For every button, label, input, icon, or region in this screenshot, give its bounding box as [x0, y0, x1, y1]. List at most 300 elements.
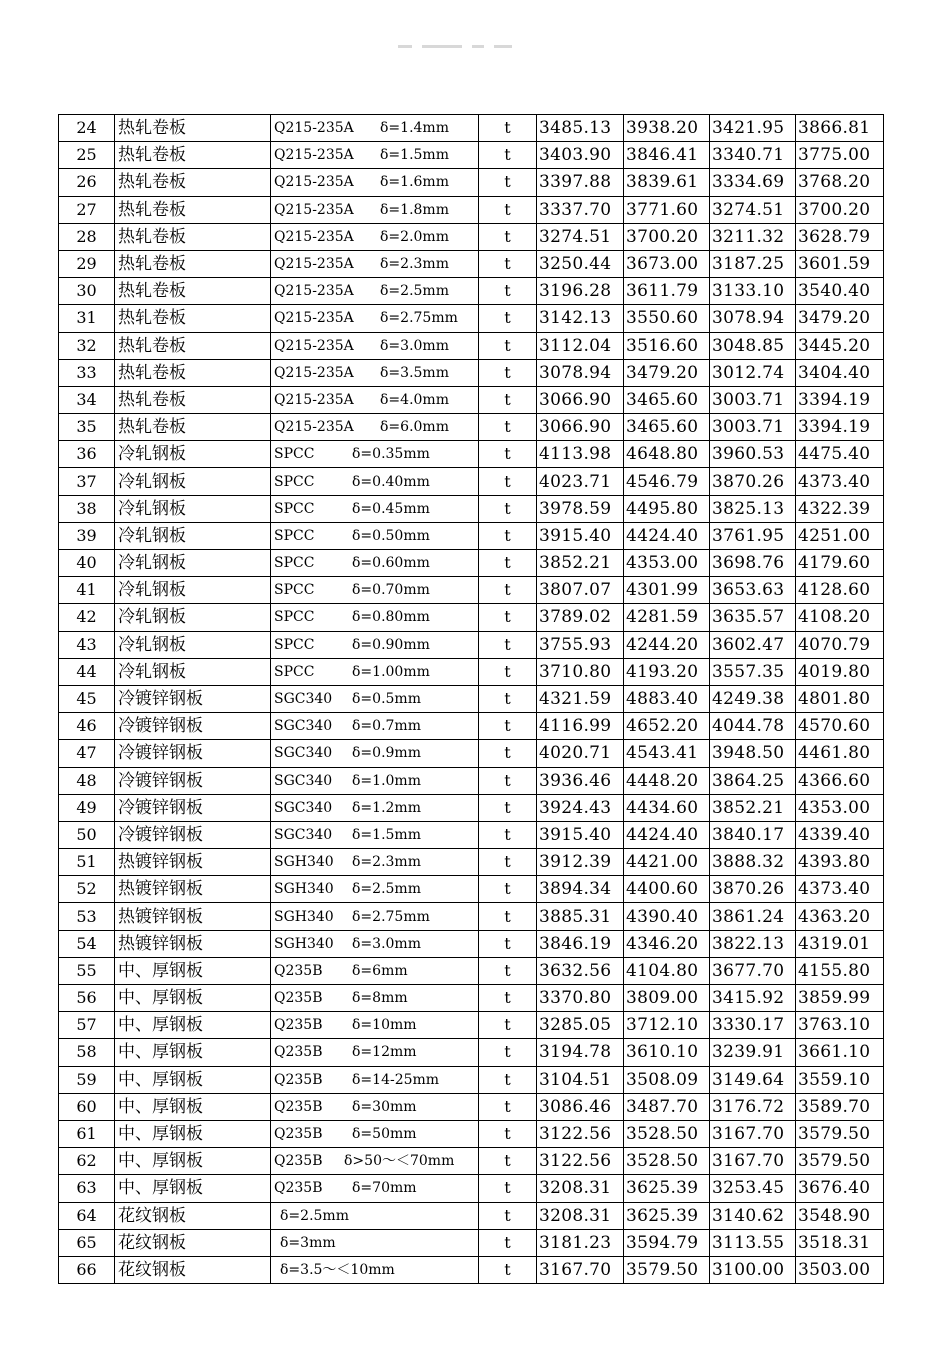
material-name: 冷镀锌钢板 [115, 740, 271, 767]
material-name: 热轧卷板 [115, 278, 271, 305]
material-name: 中、厚钢板 [115, 1066, 271, 1093]
specification [271, 849, 479, 876]
price-1: 4023.71 [537, 468, 624, 495]
price-2: 3673.00 [624, 250, 710, 277]
price-2: 3465.60 [624, 414, 710, 441]
row-number: 33 [59, 359, 115, 386]
row-number: 39 [59, 522, 115, 549]
material-name: 冷轧钢板 [115, 631, 271, 658]
row-number: 56 [59, 985, 115, 1012]
price-1: 3370.80 [537, 985, 624, 1012]
unit: t [479, 414, 537, 441]
price-1: 3196.28 [537, 278, 624, 305]
unit: t [479, 849, 537, 876]
unit: t [479, 115, 537, 142]
unit: t [479, 142, 537, 169]
specification [271, 604, 479, 631]
specification [271, 305, 479, 332]
price-3: 3840.17 [710, 821, 796, 848]
unit: t [479, 604, 537, 631]
price-3: 3870.26 [710, 468, 796, 495]
unit: t [479, 468, 537, 495]
specification [271, 1202, 479, 1229]
row-number: 41 [59, 577, 115, 604]
price-4: 4128.60 [796, 577, 884, 604]
specification [271, 332, 479, 359]
price-1: 3104.51 [537, 1066, 624, 1093]
price-3: 3078.94 [710, 305, 796, 332]
price-1: 3885.31 [537, 903, 624, 930]
steel-grade: SPCC [274, 446, 315, 463]
price-3: 3340.71 [710, 142, 796, 169]
price-1: 3485.13 [537, 115, 624, 142]
steel-grade: SGC340 [274, 772, 333, 789]
price-1: 3078.94 [537, 359, 624, 386]
price-4: 4801.80 [796, 685, 884, 712]
table-row [59, 1039, 884, 1066]
row-number: 62 [59, 1148, 115, 1175]
price-2: 3508.09 [624, 1066, 710, 1093]
row-number: 31 [59, 305, 115, 332]
price-4: 3676.40 [796, 1175, 884, 1202]
specification [271, 522, 479, 549]
row-number: 26 [59, 169, 115, 196]
table-row [59, 305, 884, 332]
price-1: 3397.88 [537, 169, 624, 196]
material-name: 冷轧钢板 [115, 468, 271, 495]
thickness: δ=6mm [352, 962, 408, 979]
price-4: 4155.80 [796, 957, 884, 984]
price-1: 4020.71 [537, 740, 624, 767]
unit: t [479, 359, 537, 386]
price-3: 3167.70 [710, 1120, 796, 1147]
price-1: 4113.98 [537, 441, 624, 468]
steel-grade: SGH340 [274, 935, 334, 952]
price-2: 4346.20 [624, 930, 710, 957]
price-4: 3866.81 [796, 115, 884, 142]
price-4: 3601.59 [796, 250, 884, 277]
price-2: 4495.80 [624, 495, 710, 522]
price-2: 3550.60 [624, 305, 710, 332]
material-name: 冷镀锌钢板 [115, 685, 271, 712]
specification [271, 169, 479, 196]
unit: t [479, 386, 537, 413]
thickness: δ=2.75mm [352, 908, 430, 925]
table-row [59, 794, 884, 821]
price-1: 3755.93 [537, 631, 624, 658]
price-2: 4193.20 [624, 658, 710, 685]
specification [271, 278, 479, 305]
material-name: 热镀锌钢板 [115, 876, 271, 903]
material-name: 冷轧钢板 [115, 658, 271, 685]
price-2: 4244.20 [624, 631, 710, 658]
price-4: 4363.20 [796, 903, 884, 930]
table-row [59, 876, 884, 903]
material-name: 热轧卷板 [115, 386, 271, 413]
price-3: 3822.13 [710, 930, 796, 957]
thickness: δ=8mm [352, 990, 408, 1007]
thickness: δ=0.80mm [352, 609, 430, 626]
table-row [59, 631, 884, 658]
material-name: 中、厚钢板 [115, 985, 271, 1012]
unit: t [479, 821, 537, 848]
row-number: 38 [59, 495, 115, 522]
unit: t [479, 740, 537, 767]
material-name: 热轧卷板 [115, 196, 271, 223]
price-2: 3528.50 [624, 1120, 710, 1147]
steel-grade: SGC340 [274, 745, 333, 762]
specification [271, 658, 479, 685]
steel-grade: Q235B [274, 1044, 323, 1061]
price-4: 3445.20 [796, 332, 884, 359]
price-1: 3142.13 [537, 305, 624, 332]
unit: t [479, 1229, 537, 1256]
material-name: 热轧卷板 [115, 359, 271, 386]
price-4: 4353.00 [796, 794, 884, 821]
thickness: δ=14-25mm [352, 1071, 440, 1088]
specification [271, 930, 479, 957]
price-4: 4339.40 [796, 821, 884, 848]
price-4: 4019.80 [796, 658, 884, 685]
steel-grade: SPCC [274, 582, 315, 599]
price-4: 4393.80 [796, 849, 884, 876]
unit: t [479, 522, 537, 549]
price-3: 3421.95 [710, 115, 796, 142]
specification [271, 441, 479, 468]
price-3: 3167.70 [710, 1148, 796, 1175]
unit: t [479, 876, 537, 903]
thickness: δ=1.0mm [352, 772, 421, 789]
thickness: δ=2.0mm [380, 228, 449, 245]
price-3: 3861.24 [710, 903, 796, 930]
table-row [59, 359, 884, 386]
price-2: 4421.00 [624, 849, 710, 876]
price-4: 3559.10 [796, 1066, 884, 1093]
row-number: 37 [59, 468, 115, 495]
specification [271, 196, 479, 223]
thickness: δ=2.3mm [380, 256, 449, 273]
specification [271, 767, 479, 794]
steel-grade: Q235B [274, 1071, 323, 1088]
unit: t [479, 169, 537, 196]
material-name: 花纹钢板 [115, 1229, 271, 1256]
price-4: 3859.99 [796, 985, 884, 1012]
thickness: δ=3mm [280, 1234, 336, 1251]
table-row [59, 1256, 884, 1283]
material-name: 冷镀锌钢板 [115, 821, 271, 848]
row-number: 61 [59, 1120, 115, 1147]
steel-grade: Q215-235A [274, 364, 354, 381]
price-4: 3775.00 [796, 142, 884, 169]
price-2: 3625.39 [624, 1175, 710, 1202]
table-row [59, 658, 884, 685]
price-3: 3602.47 [710, 631, 796, 658]
price-2: 4390.40 [624, 903, 710, 930]
specification [271, 223, 479, 250]
steel-grade: SPCC [274, 636, 315, 653]
table-row [59, 957, 884, 984]
specification [271, 876, 479, 903]
table-row [59, 468, 884, 495]
price-4: 4070.79 [796, 631, 884, 658]
steel-grade: SGH340 [274, 881, 334, 898]
unit: t [479, 1012, 537, 1039]
price-3: 3698.76 [710, 550, 796, 577]
material-name: 中、厚钢板 [115, 1012, 271, 1039]
row-number: 52 [59, 876, 115, 903]
thickness: δ=3.0mm [380, 337, 449, 354]
specification [271, 1012, 479, 1039]
unit: t [479, 495, 537, 522]
price-2: 4543.41 [624, 740, 710, 767]
price-2: 4434.60 [624, 794, 710, 821]
specification [271, 713, 479, 740]
table-row [59, 550, 884, 577]
specification [271, 685, 479, 712]
price-1: 3924.43 [537, 794, 624, 821]
table-row [59, 332, 884, 359]
unit: t [479, 767, 537, 794]
row-number: 27 [59, 196, 115, 223]
thickness: δ=10mm [352, 1017, 417, 1034]
price-3: 3334.69 [710, 169, 796, 196]
row-number: 42 [59, 604, 115, 631]
steel-grade: Q215-235A [274, 391, 354, 408]
price-3: 3864.25 [710, 767, 796, 794]
price-2: 3610.10 [624, 1039, 710, 1066]
price-4: 4373.40 [796, 468, 884, 495]
price-1: 3208.31 [537, 1202, 624, 1229]
material-name: 冷轧钢板 [115, 604, 271, 631]
material-name: 热轧卷板 [115, 115, 271, 142]
price-1: 3181.23 [537, 1229, 624, 1256]
row-number: 49 [59, 794, 115, 821]
price-1: 3789.02 [537, 604, 624, 631]
price-4: 4108.20 [796, 604, 884, 631]
material-name: 热轧卷板 [115, 305, 271, 332]
steel-grade: SPCC [274, 663, 315, 680]
row-number: 36 [59, 441, 115, 468]
price-2: 3479.20 [624, 359, 710, 386]
price-1: 3807.07 [537, 577, 624, 604]
thickness: δ=0.90mm [352, 636, 430, 653]
price-1: 3208.31 [537, 1175, 624, 1202]
price-1: 3086.46 [537, 1093, 624, 1120]
table-row [59, 495, 884, 522]
table-row [59, 1120, 884, 1147]
price-3: 3133.10 [710, 278, 796, 305]
row-number: 28 [59, 223, 115, 250]
price-3: 3048.85 [710, 332, 796, 359]
price-1: 3066.90 [537, 414, 624, 441]
steel-grade: Q215-235A [274, 201, 354, 218]
thickness: δ=2.75mm [380, 310, 458, 327]
row-number: 60 [59, 1093, 115, 1120]
material-name: 中、厚钢板 [115, 1039, 271, 1066]
row-number: 58 [59, 1039, 115, 1066]
price-1: 3122.56 [537, 1148, 624, 1175]
price-4: 3700.20 [796, 196, 884, 223]
price-4: 4373.40 [796, 876, 884, 903]
price-4: 3661.10 [796, 1039, 884, 1066]
price-3: 4044.78 [710, 713, 796, 740]
material-name: 冷镀锌钢板 [115, 767, 271, 794]
table-row [59, 522, 884, 549]
price-2: 3487.70 [624, 1093, 710, 1120]
thickness: δ=2.5mm [352, 881, 421, 898]
thickness: δ=1.5mm [352, 826, 421, 843]
steel-grade: Q235B [274, 1153, 323, 1170]
table-row [59, 903, 884, 930]
price-1: 3274.51 [537, 223, 624, 250]
row-number: 47 [59, 740, 115, 767]
specification [271, 631, 479, 658]
material-name: 热轧卷板 [115, 250, 271, 277]
material-name: 中、厚钢板 [115, 957, 271, 984]
price-1: 4321.59 [537, 685, 624, 712]
price-2: 4648.80 [624, 441, 710, 468]
row-number: 66 [59, 1256, 115, 1283]
thickness: δ=0.60mm [352, 555, 430, 572]
table-row [59, 223, 884, 250]
specification [271, 1175, 479, 1202]
thickness: δ=3.0mm [352, 935, 421, 952]
table-row [59, 169, 884, 196]
thickness: δ>50～＜70mm [344, 1153, 455, 1170]
row-number: 25 [59, 142, 115, 169]
steel-grade: Q235B [274, 1180, 323, 1197]
price-4: 3548.90 [796, 1202, 884, 1229]
table-row [59, 1229, 884, 1256]
steel-grade: SPCC [274, 473, 315, 490]
steel-grade: Q235B [274, 962, 323, 979]
price-3: 3003.71 [710, 386, 796, 413]
unit: t [479, 1120, 537, 1147]
price-2: 3579.50 [624, 1256, 710, 1283]
material-name: 冷轧钢板 [115, 550, 271, 577]
steel-grade: Q235B [274, 1126, 323, 1143]
steel-grade: Q215-235A [274, 419, 354, 436]
steel-grade: Q215-235A [274, 174, 354, 191]
price-2: 3594.79 [624, 1229, 710, 1256]
price-1: 3936.46 [537, 767, 624, 794]
price-3: 3274.51 [710, 196, 796, 223]
price-1: 3632.56 [537, 957, 624, 984]
unit: t [479, 1202, 537, 1229]
faded-header [398, 36, 548, 50]
price-3: 3960.53 [710, 441, 796, 468]
price-1: 3066.90 [537, 386, 624, 413]
specification [271, 1148, 479, 1175]
price-2: 3712.10 [624, 1012, 710, 1039]
table-row [59, 278, 884, 305]
price-4: 3540.40 [796, 278, 884, 305]
price-2: 4281.59 [624, 604, 710, 631]
row-number: 24 [59, 115, 115, 142]
price-2: 4400.60 [624, 876, 710, 903]
thickness: δ=1.00mm [352, 663, 430, 680]
price-3: 3852.21 [710, 794, 796, 821]
price-3: 4249.38 [710, 685, 796, 712]
price-3: 3870.26 [710, 876, 796, 903]
price-4: 3589.70 [796, 1093, 884, 1120]
price-3: 3253.45 [710, 1175, 796, 1202]
row-number: 44 [59, 658, 115, 685]
price-3: 3003.71 [710, 414, 796, 441]
specification [271, 577, 479, 604]
material-name: 热轧卷板 [115, 142, 271, 169]
thickness: δ=2.5mm [280, 1207, 349, 1224]
price-1: 3250.44 [537, 250, 624, 277]
thickness: δ=1.2mm [352, 799, 421, 816]
material-name: 热镀锌钢板 [115, 930, 271, 957]
price-2: 4424.40 [624, 522, 710, 549]
price-1: 3912.39 [537, 849, 624, 876]
specification [271, 1066, 479, 1093]
table-row [59, 740, 884, 767]
row-number: 34 [59, 386, 115, 413]
row-number: 29 [59, 250, 115, 277]
specification [271, 794, 479, 821]
specification [271, 821, 479, 848]
price-4: 4179.60 [796, 550, 884, 577]
steel-grade: Q215-235A [274, 228, 354, 245]
price-3: 3761.95 [710, 522, 796, 549]
price-1: 3337.70 [537, 196, 624, 223]
price-3: 3187.25 [710, 250, 796, 277]
price-1: 3978.59 [537, 495, 624, 522]
specification [271, 142, 479, 169]
row-number: 46 [59, 713, 115, 740]
price-table [58, 114, 884, 1284]
unit: t [479, 685, 537, 712]
table-row [59, 985, 884, 1012]
unit: t [479, 658, 537, 685]
material-name: 热轧卷板 [115, 332, 271, 359]
table-row [59, 1175, 884, 1202]
material-name: 冷轧钢板 [115, 495, 271, 522]
unit: t [479, 1039, 537, 1066]
price-3: 3012.74 [710, 359, 796, 386]
thickness: δ=70mm [352, 1180, 417, 1197]
unit: t [479, 223, 537, 250]
unit: t [479, 903, 537, 930]
price-3: 3415.92 [710, 985, 796, 1012]
price-1: 3915.40 [537, 522, 624, 549]
price-3: 3635.57 [710, 604, 796, 631]
material-name: 冷轧钢板 [115, 522, 271, 549]
thickness: δ=4.0mm [380, 391, 449, 408]
material-name: 中、厚钢板 [115, 1148, 271, 1175]
price-3: 3239.91 [710, 1039, 796, 1066]
price-4: 4475.40 [796, 441, 884, 468]
price-3: 3948.50 [710, 740, 796, 767]
price-2: 3465.60 [624, 386, 710, 413]
steel-grade: Q215-235A [274, 310, 354, 327]
unit: t [479, 278, 537, 305]
price-4: 3479.20 [796, 305, 884, 332]
steel-grade: SGC340 [274, 691, 333, 708]
price-4: 4319.01 [796, 930, 884, 957]
price-3: 3330.17 [710, 1012, 796, 1039]
unit: t [479, 1066, 537, 1093]
thickness: δ=0.9mm [352, 745, 421, 762]
price-2: 3700.20 [624, 223, 710, 250]
price-1: 3285.05 [537, 1012, 624, 1039]
unit: t [479, 985, 537, 1012]
price-2: 4353.00 [624, 550, 710, 577]
price-4: 3394.19 [796, 414, 884, 441]
